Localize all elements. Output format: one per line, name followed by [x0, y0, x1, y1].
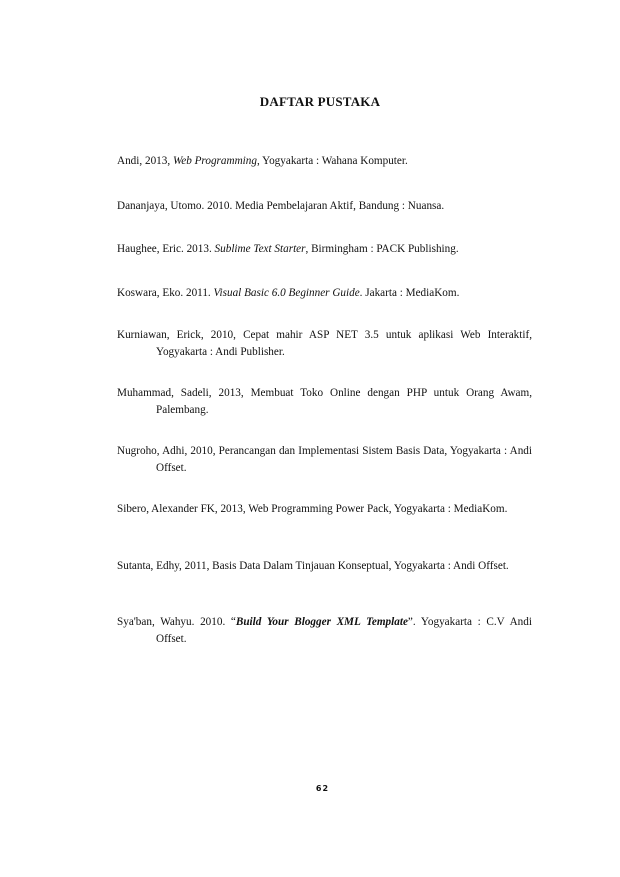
reference-text: Andi, 2013,: [117, 155, 173, 167]
reference-text: , Birmingham : PACK Publishing.: [305, 243, 459, 255]
reference-text: Haughee, Eric. 2013.: [117, 243, 215, 255]
page-title: DAFTAR PUSTAKA: [259, 94, 381, 109]
reference-text: , Yogyakarta : Wahana Komputer.: [256, 155, 408, 167]
reference-entry-3: [117, 241, 532, 258]
reference-title-bold-italic: Build Your Blogger XML Template: [235, 616, 408, 628]
reference-entry-2: [117, 198, 532, 215]
reference-text: Sya'ban, Wahyu. 2010. “: [117, 616, 236, 628]
reference-entry-10: [117, 614, 532, 648]
reference-text: . Jakarta : MediaKom.: [359, 287, 460, 299]
reference-entry-5: [117, 327, 532, 361]
reference-text: Kurniawan, Erick, 2010, Cepat mahir ASP NET 3.5 untuk aplikasi Web Interaktif, Yogyakarta : Andi Publisher.: [117, 329, 532, 358]
reference-text: Sutanta, Edhy, 2011, Basis Data Dalam Tinjauan Konseptual, Yogyakarta : Andi Offset.: [117, 560, 509, 572]
reference-text: Sibero, Alexander FK, 2013, Web Programming Power Pack, Yogyakarta : MediaKom.: [117, 503, 508, 515]
reference-entry-8: [117, 501, 532, 518]
reference-text: Muhammad, Sadeli, 2013, Membuat Toko Online dengan PHP untuk Orang Awam, Palembang.: [117, 387, 532, 416]
reference-text: Nugroho, Adhi, 2010, Perancangan dan Implementasi Sistem Basis Data, Yogyakarta : Andi Offset.: [117, 445, 532, 474]
reference-title-italic: Web Programming: [172, 155, 257, 167]
reference-entry-4: [117, 285, 532, 302]
reference-title-italic: Visual Basic 6.0 Beginner Guide: [213, 287, 360, 299]
reference-entry-6: [117, 385, 532, 419]
reference-entry-7: [117, 443, 532, 477]
reference-text: Dananjaya, Utomo. 2010. Media Pembelajaran Aktif, Bandung : Nuansa.: [117, 200, 445, 212]
reference-title-italic: Sublime Text Starter: [214, 243, 306, 255]
reference-entry-1: [117, 153, 532, 170]
reference-entry-9: [117, 558, 532, 575]
reference-text: ”. Yogyakarta : C.V Andi Offset.: [156, 616, 532, 645]
page-number: 62: [315, 784, 330, 793]
reference-text: Koswara, Eko. 2011.: [117, 287, 214, 299]
